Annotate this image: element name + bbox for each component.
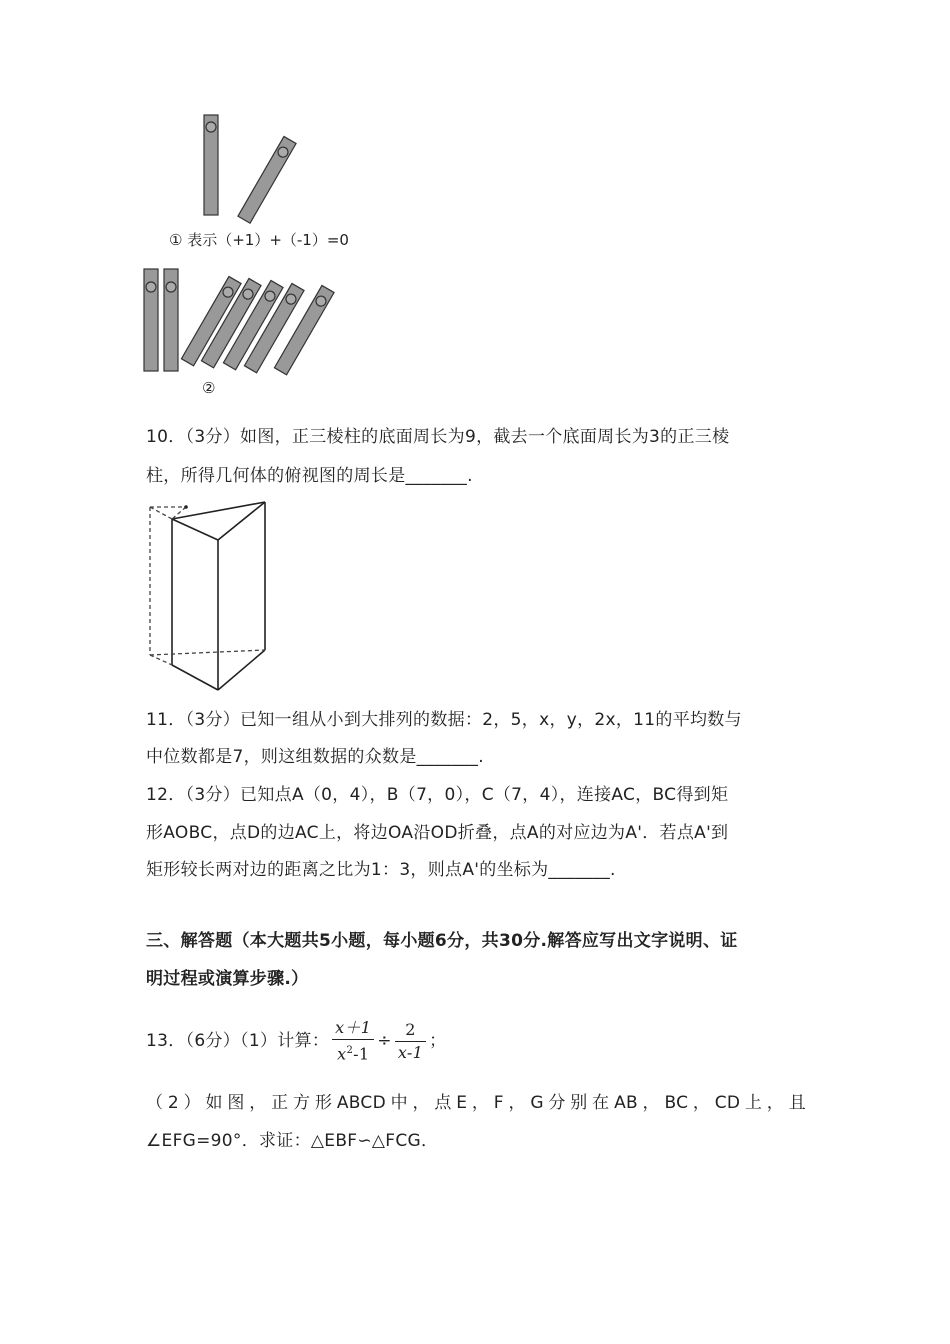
vertical-stick	[144, 269, 158, 371]
question-12-line-3: 矩形较长两对边的距离之比为1：3，则点A'的坐标为_______.	[146, 860, 616, 880]
figure-label-2: ②	[202, 379, 216, 397]
fraction-1-denominator: $x^2-1$	[337, 1044, 370, 1064]
question-13-part-1	[146, 1018, 446, 1064]
question-11-line-1: 11．（3分）已知一组从小到大排列的数据：2，5，x，y，2x，11的平均数与	[146, 710, 742, 730]
triangular-prism-figure	[140, 495, 280, 700]
vertical-stick	[204, 115, 218, 215]
question-13-prefix: 13．（6分）（1）计算：	[146, 1031, 330, 1051]
question-12-line-1: 12．（3分）已知点A（0，4），B（7，0），C（7，4），连接AC，BC得到矩	[146, 785, 729, 805]
figure-label-1: ① 表示（+1）+（-1）=0	[169, 231, 349, 249]
question-13-suffix: ；	[429, 1031, 447, 1051]
section-3-heading-line-1: 三、解答题（本大题共5小题，每小题6分，共30分.解答应写出文字说明、证	[146, 931, 738, 951]
tilted-stick	[238, 137, 296, 224]
question-10-line-1: 10．（3分）如图，正三棱柱的底面周长为9，截去一个底面周长为3的正三棱	[146, 427, 730, 447]
fraction-1-numerator: x＋1	[332, 1018, 374, 1040]
question-12-line-2: 形AOBC，点D的边AC上，将边OA沿OD折叠，点A的对应边为A'．若点A'到	[146, 823, 729, 843]
question-13-part-2-line-1: （2）如图，正方形ABCD中，点E，F，G分别在AB，BC，CD上，且	[146, 1093, 806, 1113]
fraction-2-numerator: 2	[395, 1020, 426, 1042]
fraction-2	[395, 1020, 426, 1063]
fraction-1	[332, 1018, 374, 1064]
vertical-stick	[164, 269, 178, 371]
fraction-2-denominator: x-1	[397, 1042, 424, 1062]
question-13-part-2-line-2: ∠EFG=90°．求证：△EBF∽△FCG．	[146, 1131, 439, 1151]
question-10-line-2: 柱，所得几何体的俯视图的周长是_______.	[146, 466, 473, 486]
section-3-heading-line-2: 明过程或演算步骤.）	[146, 969, 309, 989]
divide-sign: ÷	[377, 1031, 392, 1051]
question-11-line-2: 中位数都是7，则这组数据的众数是_______.	[146, 747, 484, 767]
counting-sticks-figure	[135, 105, 365, 405]
